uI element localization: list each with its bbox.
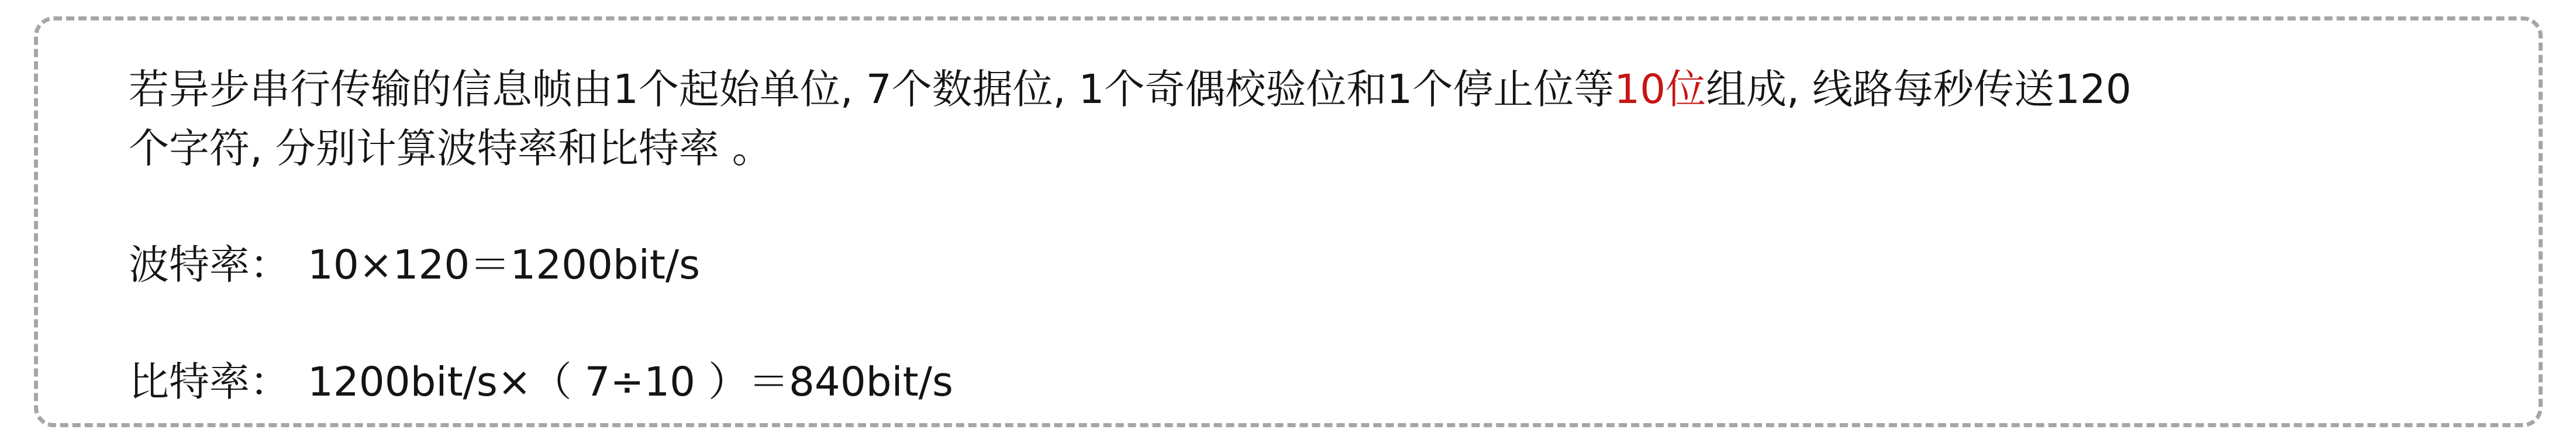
- baud-rate-formula: 10×120＝1200bit/s: [308, 242, 701, 289]
- question-text-start: 若异步串行传输的信息帧由1个起始单位, 7个数据位, 1个奇偶校验位和1个停止位等: [129, 66, 1615, 113]
- baud-rate-answer: [129, 242, 701, 289]
- bit-rate-label: 比特率：: [129, 359, 290, 406]
- question-text-end: 组成, 线路每秒传送120: [1706, 66, 2132, 113]
- problem-card: [34, 16, 2543, 427]
- bit-rate-answer: [129, 359, 953, 406]
- question-line-2: 个字符, 分别计算波特率和比特率 。: [129, 125, 773, 172]
- question-line-1: [129, 66, 2132, 113]
- bit-rate-formula: 1200bit/s×（ 7÷10 ）＝840bit/s: [308, 359, 953, 406]
- baud-rate-label: 波特率：: [129, 242, 290, 289]
- highlighted-bit-count: 10位: [1614, 66, 1706, 113]
